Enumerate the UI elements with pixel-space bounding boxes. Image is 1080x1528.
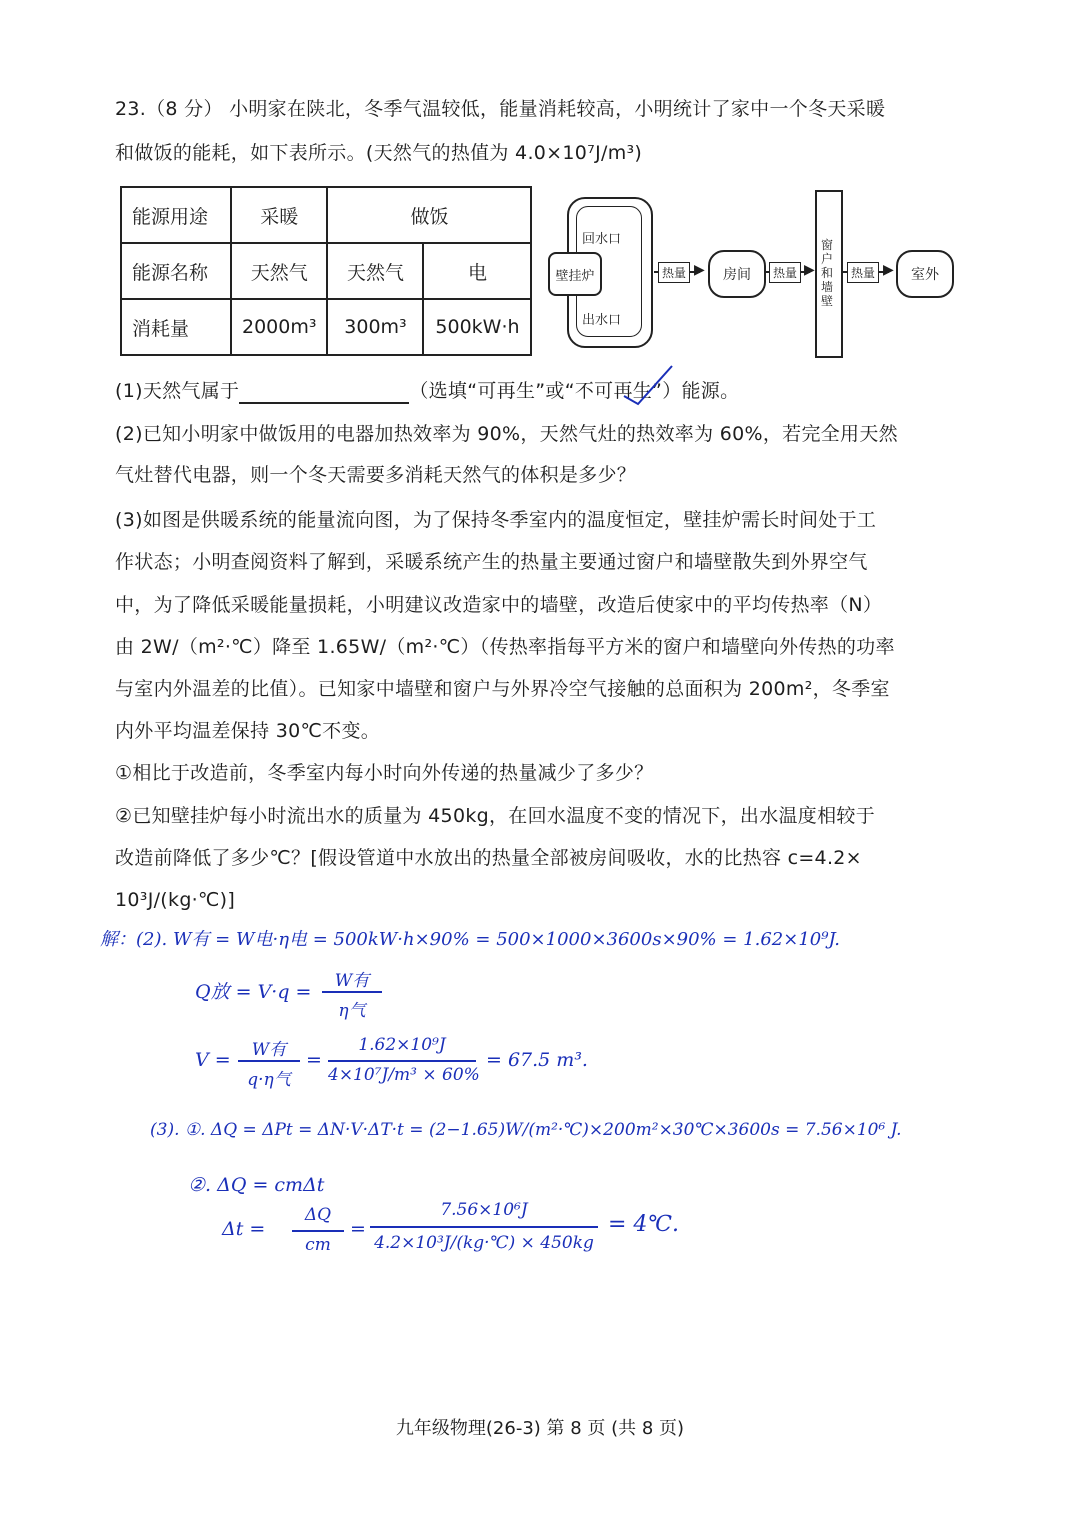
fraction-numerator: W有 (251, 1040, 287, 1060)
fraction-numerator: ΔQ (304, 1205, 332, 1225)
table-cell: 采暖 (231, 187, 327, 243)
table-cell: 能源用途 (121, 187, 231, 243)
wall-box (815, 190, 843, 358)
wall-label: 窗户和墙壁 (821, 238, 834, 308)
part3-line5: 与室内外温差的比值）。已知家中墙壁和窗户与外界冷空气接触的总面积为 200m²，冬季室 (115, 678, 890, 700)
part3-q1: ①相比于改造前，冬季室内每小时向外传递的热量减少了多少？ (115, 762, 654, 784)
outlet-port-label: 出水口 (582, 313, 622, 328)
part3-q2-line3: 10³J/(kg·℃)] (115, 889, 236, 911)
heat-arrow-label: 热量 (847, 262, 879, 283)
part1-text-a: (1)天然气属于 (115, 380, 240, 402)
table-cell: 天然气 (231, 243, 327, 299)
page-footer: 九年级物理(26-3) 第 8 页 (共 8 页) (395, 1418, 685, 1439)
solution-line1: 解：(2). W有 = W电·η电 = 500kW·h×90% = 500×1000×3600s×90% = 1.62×10⁹J. (100, 929, 841, 950)
table-cell: 300m³ (327, 299, 423, 355)
solution-line3: V = (195, 1049, 231, 1071)
fraction-bar (238, 1060, 300, 1062)
fraction-bar (328, 1060, 476, 1062)
heat-arrow-label: 热量 (658, 262, 690, 283)
arrow-head-icon: ▶ (804, 262, 815, 278)
fraction-numerator: 1.62×10⁹J (358, 1035, 446, 1055)
part3-line1: (3)如图是供暖系统的能量流向图，为了保持冬季室内的温度恒定，壁挂炉需长时间处于工 (115, 509, 877, 531)
part3-line6: 内外平均温差保持 30℃不变。 (115, 720, 381, 742)
table-cell: 能源名称 (121, 243, 231, 299)
arrow-head-icon: ▶ (883, 262, 894, 278)
fraction-bar (292, 1230, 344, 1232)
fraction-denominator: η气 (338, 1001, 366, 1021)
fraction-denominator: cm (305, 1235, 331, 1255)
table-cell: 2000m³ (231, 299, 327, 355)
part2-line1: (2)已知小明家中做饭用的电器加热效率为 90%，天然气灶的热效率为 60%，若完全用天然 (115, 423, 898, 445)
table-cell: 消耗量 (121, 299, 231, 355)
table-cell: 500kW·h (423, 299, 531, 355)
arrow-head-icon: ▶ (694, 262, 705, 278)
fraction-denominator: 4×10⁷J/m³ × 60% (328, 1065, 480, 1085)
fraction-denominator: 4.2×10³J/(kg·℃) × 450kg (374, 1233, 594, 1253)
table-row (121, 299, 531, 355)
fraction-denominator: q·η气 (247, 1070, 291, 1090)
question-line2: 和做饭的能耗，如下表所示。(天然气的热值为 4.0×10⁷J/m³) (115, 142, 643, 164)
equals-sign: = (306, 1049, 322, 1071)
result-value: = 67.5 m³. (486, 1049, 588, 1071)
fraction-bar (322, 991, 382, 993)
part1-text-b: （选填“可再生”或“不可再生”）能源。 (409, 380, 740, 402)
fraction-bar (370, 1226, 598, 1228)
solution-line4: (3). ①. ΔQ = ΔPt = ΔN·V·ΔT·t = (2−1.65)W/(m²·℃)×200m²×30℃×3600s = 7.56×10⁶ J. (150, 1120, 902, 1140)
part2-line2: 气灶替代电器，则一个冬天需要多消耗天然气的体积是多少？ (115, 464, 637, 486)
solution-line5: ②. ΔQ = cmΔt (188, 1174, 325, 1196)
part3-line3: 中，为了降低采暖能量损耗，小明建议改造家中的墙壁，改造后使家中的平均传热率（N） (115, 594, 883, 616)
energy-table (120, 186, 532, 356)
table-cell: 做饭 (327, 187, 531, 243)
outside-box: 室外 (896, 250, 954, 298)
fraction-numerator: W有 (334, 971, 370, 991)
heat-arrow-label: 热量 (769, 262, 801, 283)
fraction-numerator: 7.56×10⁶J (440, 1200, 528, 1220)
question-header: 23.（8 分） 小明家在陕北，冬季气温较低，能量消耗较高，小明统计了家中一个冬天采暖 (115, 98, 886, 120)
table-cell: 天然气 (327, 243, 423, 299)
part3-q2-line2: 改造前降低了多少℃？[假设管道中水放出的热量全部被房间吸收，水的比热容 c=4.2× (115, 847, 862, 869)
part3-q2-line1: ②已知壁挂炉每小时流出水的质量为 450kg，在回水温度不变的情况下，出水温度相较于 (115, 805, 876, 827)
return-port-label: 回水口 (582, 232, 622, 247)
table-row (121, 243, 531, 299)
check-mark-icon (620, 362, 676, 408)
solution-line6: Δt = (222, 1218, 266, 1240)
part3-line4: 由 2W/（m²·℃）降至 1.65W/（m²·℃）（传热率指每平方米的窗户和墙壁向外传热的功率 (115, 636, 895, 658)
result-value: = 4℃. (608, 1212, 680, 1237)
equals-sign: = (350, 1218, 366, 1240)
table-row (121, 187, 531, 243)
table-cell: 电 (423, 243, 531, 299)
boiler-box: 壁挂炉 (548, 252, 602, 296)
answer-blank (239, 382, 409, 404)
solution-line2: Q放 = V·q = (195, 981, 312, 1003)
room-box: 房间 (708, 250, 766, 298)
part3-line2: 作状态；小明查阅资料了解到，采暖系统产生的热量主要通过窗户和墙壁散失到外界空气 (115, 551, 868, 573)
